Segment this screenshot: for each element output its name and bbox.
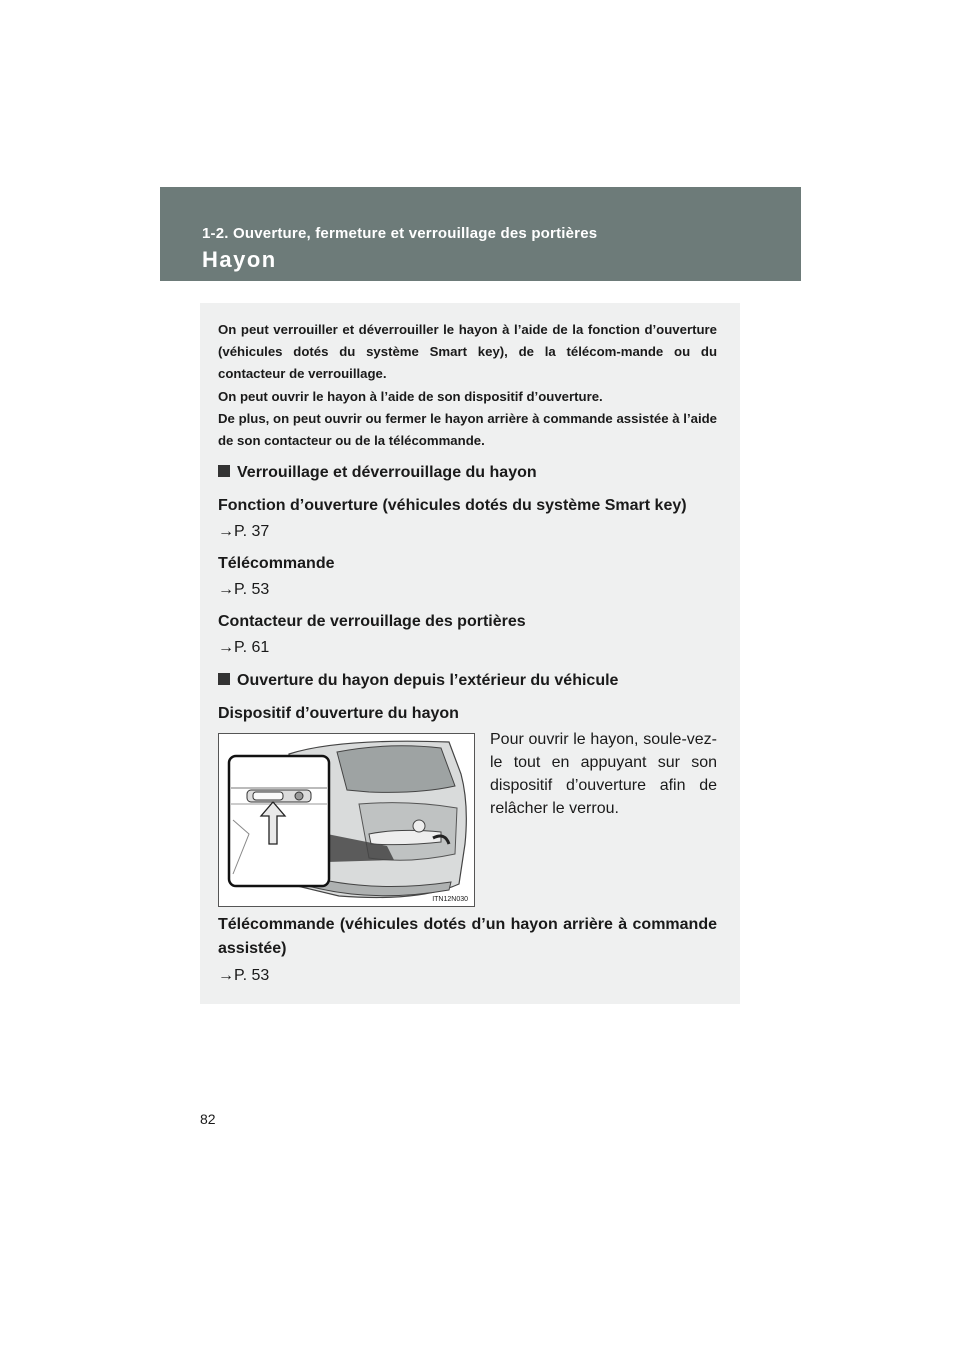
chapter-header (160, 187, 801, 281)
page-number: 82 (200, 1111, 216, 1127)
square-bullet-icon (218, 465, 230, 477)
intro-text (218, 319, 717, 452)
content-panel (200, 303, 740, 1004)
item-title: Fonction d’ouverture (véhicules dotés du système Smart key) (218, 497, 687, 514)
page-reference: →P. 61 (218, 639, 270, 656)
item-title: Télécommande (véhicules dotés d’un hayon arrière à commande assistée) (218, 916, 717, 957)
page-reference: →P. 53 (218, 967, 270, 984)
figure-description: Pour ouvrir le hayon, soule-vez-le tout en appuyant sur son dispositif d’ouverture afin de relâcher le verrou. (490, 731, 717, 817)
intro-paragraph-2: On peut ouvrir le hayon à l’aide de son dispositif d’ouverture. (218, 388, 603, 404)
section-heading-label: Ouverture du hayon depuis l’extérieur du véhicule (237, 672, 619, 689)
car-rear-drawing (219, 734, 474, 906)
section-heading-locking (218, 464, 537, 482)
item-title: Télécommande (218, 555, 335, 572)
page-reference: →P. 37 (218, 523, 270, 540)
intro-paragraph-3: De plus, on peut ouvrir ou fermer le hayon arrière à commande assistée à l’aide de son contacteur ou de la télécommande. (218, 410, 717, 449)
tailgate-illustration (218, 733, 475, 907)
figure-caption: ITN12N030 (432, 896, 468, 903)
intro-paragraph-1: On peut verrouiller et déverrouiller le hayon à l’aide de la fonction d’ouverture (véhicules dotés du système Smart key), de la télécom-mande ou du contacteur de verrouillage. (218, 322, 717, 382)
item-title: Dispositif d’ouverture du hayon (218, 705, 459, 722)
item-title: Contacteur de verrouillage des portières (218, 613, 526, 630)
section-heading-label: Verrouillage et déverrouillage du hayon (237, 464, 537, 481)
section-heading-opening (218, 672, 618, 690)
page-title: Hayon (202, 247, 277, 272)
page-reference: →P. 53 (218, 581, 270, 598)
square-bullet-icon (218, 673, 230, 685)
section-label: 1-2. Ouverture, fermeture et verrouillage des portières (202, 225, 598, 242)
